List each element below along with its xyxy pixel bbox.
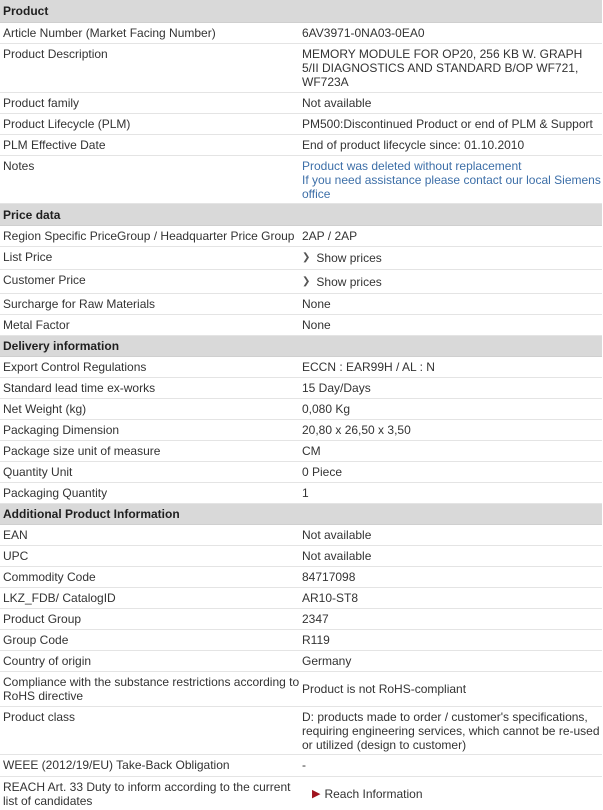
table-row	[0, 546, 602, 567]
section-title: Price data	[3, 207, 61, 222]
row-value: Germany	[302, 654, 352, 668]
row-label: Standard lead time ex-works	[3, 381, 156, 395]
row-value: Not available	[302, 549, 372, 563]
row-value: None	[302, 318, 331, 332]
section-header-additional-product-information	[0, 504, 602, 525]
reach-information-link[interactable]	[300, 777, 602, 810]
row-value: 2347	[302, 612, 329, 626]
row-label: Group Code	[3, 633, 69, 647]
row-label: Notes	[3, 159, 35, 173]
section-header-delivery-information	[0, 336, 602, 357]
row-label: Country of origin	[3, 654, 92, 668]
contact-siemens-link[interactable]: If you need assistance please contact our local Siemens office	[302, 173, 601, 201]
row-value: 84717098	[302, 570, 356, 584]
deleted-notice-link[interactable]: Product was deleted without replacement	[302, 159, 522, 173]
row-label: Product Description	[3, 47, 108, 61]
row-value: Not available	[302, 96, 372, 110]
reach-information-label: Reach Information	[324, 786, 423, 801]
row-value: 15 Day/Days	[302, 381, 371, 395]
row-value: MEMORY MODULE FOR OP20, 256 KB W. GRAPH 5/II DIAGNOSTICS AND STANDARD B/OP WF721, WF723A	[302, 47, 583, 89]
row-value: PM500:Discontinued Product or end of PLM & Support	[302, 117, 593, 131]
row-label: Surcharge for Raw Materials	[3, 297, 156, 311]
row-value: 0,080 Kg	[302, 402, 351, 416]
row-value: -	[302, 758, 306, 772]
row-label: Article Number (Market Facing Number)	[3, 26, 216, 40]
row-label: Packaging Dimension	[3, 423, 120, 437]
row-value: AR10-ST8	[302, 591, 359, 605]
row-value: 20,80 x 26,50 x 3,50	[302, 423, 411, 437]
table-row	[0, 93, 602, 114]
list-price-show-prices-link[interactable]	[300, 247, 602, 269]
section-title: Product	[3, 4, 49, 18]
row-label: Metal Factor	[3, 318, 70, 332]
row-value: ECCN : EAR99H / AL : N	[302, 360, 435, 374]
row-label: Product class	[3, 710, 76, 724]
notes-value	[300, 156, 602, 203]
show-prices-label: Show prices	[316, 251, 382, 265]
row-label: LKZ_FDB/ CatalogID	[3, 591, 116, 605]
row-label: WEEE (2012/19/EU) Take-Back Obligation	[3, 758, 230, 772]
table-row	[0, 378, 602, 399]
section-header-price-data	[0, 204, 602, 226]
table-row	[0, 23, 602, 44]
show-prices-label: Show prices	[316, 274, 382, 289]
row-label: Product Lifecycle (PLM)	[3, 117, 131, 131]
row-label: Packaging Quantity	[3, 486, 108, 500]
triangle-right-icon: ▶	[312, 787, 321, 800]
table-row	[0, 483, 602, 504]
row-label: Customer Price	[3, 273, 86, 287]
table-row	[0, 567, 602, 588]
section-header-product	[0, 0, 602, 23]
row-label: REACH Art. 33 Duty to inform according to the current list of candidates	[3, 780, 291, 808]
customer-price-show-prices-link[interactable]	[300, 270, 602, 293]
row-label: Region Specific PriceGroup / Headquarter Price Group	[3, 229, 295, 243]
section-title: Additional Product Information	[3, 507, 180, 521]
row-value: 2AP / 2AP	[302, 229, 358, 243]
table-row	[0, 399, 602, 420]
chevron-right-icon: ❯	[302, 252, 311, 263]
row-label: Export Control Regulations	[3, 360, 147, 374]
table-row	[0, 315, 602, 336]
row-value: None	[302, 297, 331, 311]
table-row	[0, 114, 602, 135]
table-row	[0, 630, 602, 651]
section-title: Delivery information	[3, 339, 120, 353]
table-row	[0, 462, 602, 483]
row-value: D: products made to order / customer's specifications, requiring engineering services, which cannot be re-used or utilized (design to customer)	[302, 710, 600, 752]
table-row	[0, 651, 602, 672]
table-row	[0, 588, 602, 609]
row-label: Product Group	[3, 612, 82, 626]
row-value: 1	[302, 486, 309, 500]
table-row	[0, 420, 602, 441]
row-value: Product is not RoHS-compliant	[302, 682, 467, 696]
row-value: R119	[302, 633, 330, 647]
table-row	[0, 294, 602, 315]
table-row	[0, 357, 602, 378]
row-value: CM	[302, 444, 321, 458]
row-value: 0 Piece	[302, 465, 343, 479]
row-label: List Price	[3, 250, 53, 264]
row-value: End of product lifecycle since: 01.10.2010	[302, 138, 525, 152]
table-row	[0, 44, 602, 93]
row-label: Quantity Unit	[3, 465, 73, 479]
row-label: Product family	[3, 96, 80, 110]
row-label: UPC	[3, 549, 29, 563]
chevron-right-icon: ❯	[302, 275, 311, 287]
row-label: PLM Effective Date	[3, 138, 106, 152]
row-label: Package size unit of measure	[3, 444, 161, 458]
table-row	[0, 441, 602, 462]
table-row	[0, 270, 602, 294]
table-row	[0, 525, 602, 546]
row-value: 6AV3971-0NA03-0EA0	[302, 26, 425, 40]
table-row	[0, 226, 602, 247]
table-row	[0, 707, 602, 755]
row-value: Not available	[302, 528, 372, 542]
table-row	[0, 609, 602, 630]
row-label: Compliance with the substance restrictions according to RoHS directive	[3, 675, 300, 703]
row-label: EAN	[3, 528, 28, 542]
row-label: Commodity Code	[3, 570, 96, 584]
row-label: Net Weight (kg)	[3, 402, 87, 416]
table-row	[0, 755, 602, 777]
table-row	[0, 135, 602, 156]
table-row	[0, 672, 602, 707]
table-row	[0, 777, 602, 810]
table-row	[0, 247, 602, 270]
table-row	[0, 156, 602, 204]
